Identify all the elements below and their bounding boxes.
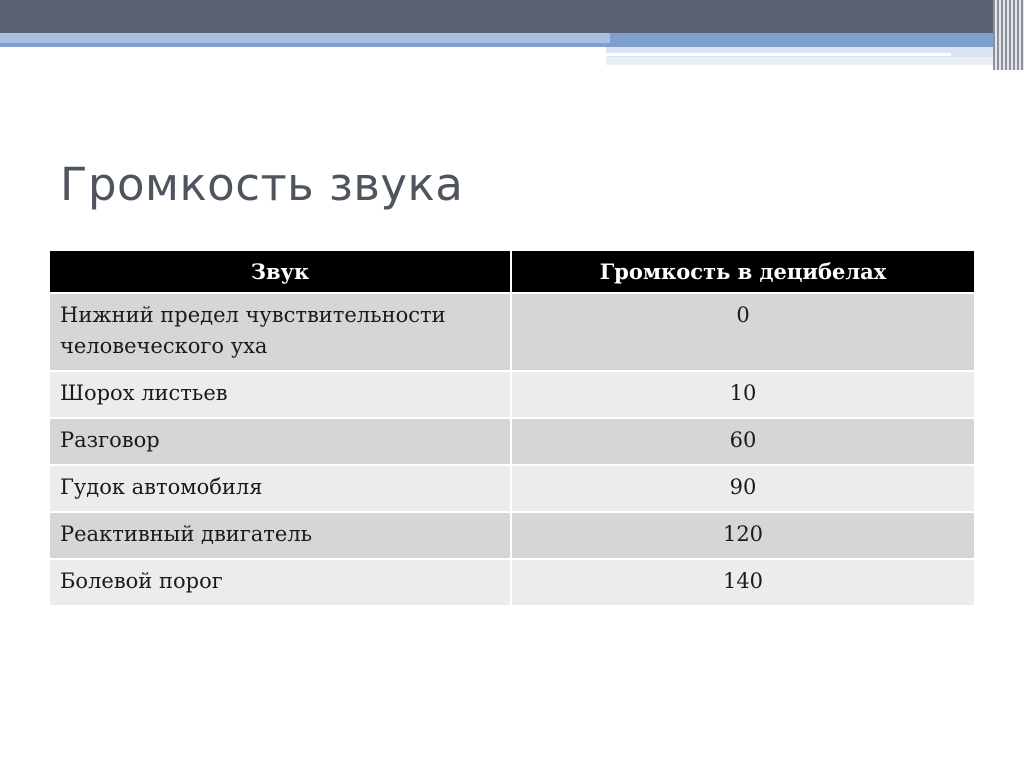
table-row xyxy=(50,465,974,512)
cell-sound: Гудок автомобиля xyxy=(50,465,511,512)
table-row xyxy=(50,512,974,559)
cell-sound: Нижний предел чувствительности человеческого уха xyxy=(50,293,511,371)
cell-decibels: 140 xyxy=(511,559,974,606)
column-header-decibels: Громкость в децибелах xyxy=(511,251,974,293)
top-banner-blue-light xyxy=(0,33,610,43)
cell-sound: Болевой порог xyxy=(50,559,511,606)
cell-sound: Реактивный двигатель xyxy=(50,512,511,559)
top-banner-dark xyxy=(0,0,1024,33)
cell-decibels: 120 xyxy=(511,512,974,559)
cell-decibels: 10 xyxy=(511,371,974,418)
table-row xyxy=(50,293,974,371)
top-banner-line xyxy=(606,53,951,56)
cell-decibels: 0 xyxy=(511,293,974,371)
cell-decibels: 90 xyxy=(511,465,974,512)
table-row xyxy=(50,371,974,418)
cell-sound: Разговор xyxy=(50,418,511,465)
top-banner-line xyxy=(606,57,1006,65)
table-header-row xyxy=(50,251,974,293)
cell-decibels: 60 xyxy=(511,418,974,465)
slide-title: Громкость звука xyxy=(60,158,464,211)
sound-volume-table xyxy=(50,251,974,607)
top-banner-stripes xyxy=(993,0,1024,70)
table-row xyxy=(50,418,974,465)
cell-sound: Шорох листьев xyxy=(50,371,511,418)
table-row xyxy=(50,559,974,606)
column-header-sound: Звук xyxy=(50,251,511,293)
